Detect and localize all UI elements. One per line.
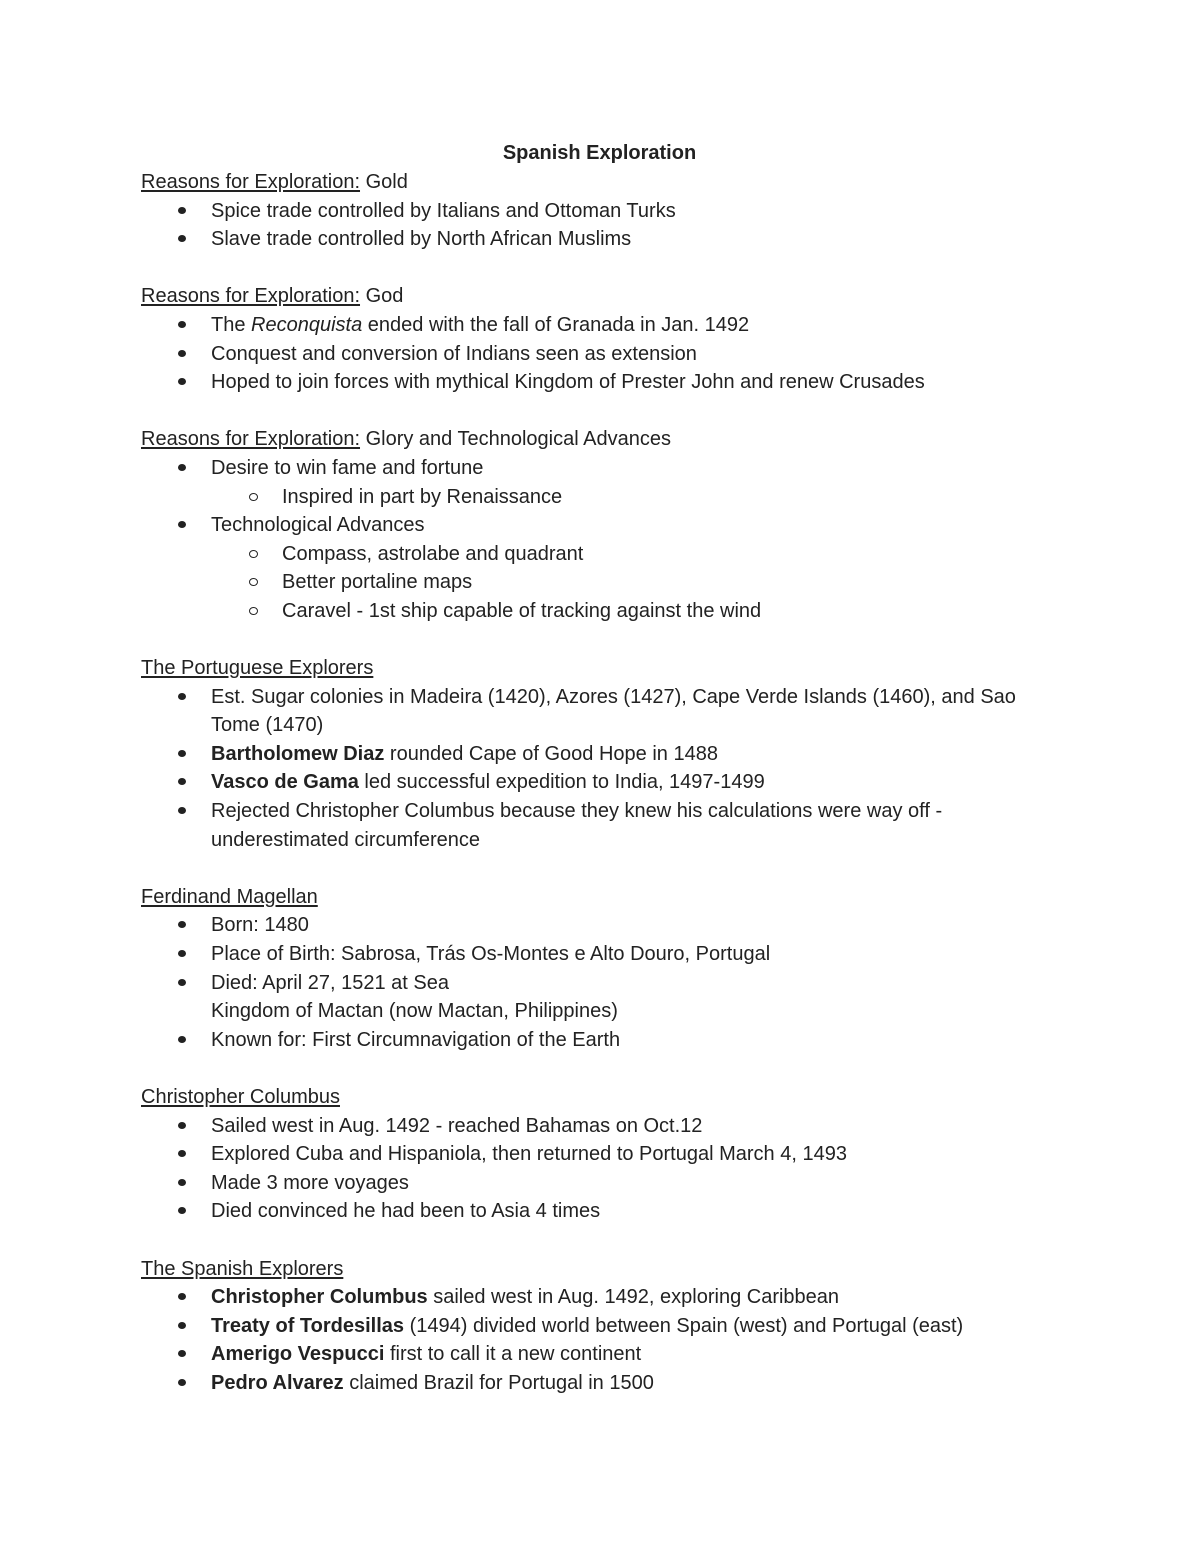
list-item: Born: 1480 [141, 911, 1061, 940]
bullet-list [141, 197, 1061, 254]
list-item: Est. Sugar colonies in Madeira (1420), Azores (1427), Cape Verde Islands (1460), and Sao Tome (1470) [141, 683, 1061, 740]
item-text: claimed Brazil for Portugal in 1500 [343, 1371, 654, 1394]
section-heading [141, 168, 1061, 197]
section-label: The Portuguese Explorers [141, 657, 374, 680]
section-columbus [141, 1083, 1061, 1226]
section-label: Reasons for Exploration: [141, 285, 361, 308]
item-text: Kingdom of Mactan (now Mactan, Philippines) [211, 1000, 618, 1023]
sub-bullet-list [211, 540, 1061, 626]
section-heading [141, 1083, 1061, 1112]
list-item [141, 1369, 1061, 1398]
item-text: ended with the fall of Granada in Jan. 1492 [362, 313, 750, 336]
section-label: The Spanish Explorers [141, 1257, 344, 1280]
section-heading [141, 282, 1061, 311]
list-item [141, 311, 1061, 340]
list-item [141, 768, 1061, 797]
item-text: rounded Cape of Good Hope in 1488 [384, 742, 718, 765]
list-item [141, 1312, 1061, 1341]
list-item [141, 1340, 1061, 1369]
list-item: Sailed west in Aug. 1492 - reached Bahamas on Oct.12 [141, 1112, 1061, 1141]
list-item: Conquest and conversion of Indians seen as extension [141, 340, 1061, 369]
section-glory [141, 425, 1061, 625]
section-god [141, 282, 1061, 396]
section-heading [141, 654, 1061, 683]
item-text: led successful expedition to India, 1497-1499 [358, 771, 765, 794]
sub-list-item: Inspired in part by Renaissance [211, 483, 1061, 512]
section-value: Glory and Technological Advances [360, 428, 671, 451]
list-item: Made 3 more voyages [141, 1169, 1061, 1198]
item-bold: Bartholomew Diaz [211, 742, 385, 765]
sub-list-item: Better portaline maps [211, 568, 1061, 597]
item-bold: Amerigo Vespucci [211, 1343, 385, 1366]
section-heading [141, 883, 1061, 912]
list-item [141, 740, 1061, 769]
section-label: Christopher Columbus [141, 1086, 340, 1108]
list-item [141, 511, 1061, 625]
bullet-list [141, 911, 1061, 1054]
section-label: Reasons for Exploration: [141, 428, 361, 451]
section-heading [141, 425, 1061, 454]
item-text: first to call it a new continent [384, 1343, 642, 1366]
item-bold: Treaty of Tordesillas [211, 1314, 405, 1337]
bullet-list [141, 1112, 1061, 1226]
list-item: Died convinced he had been to Asia 4 times [141, 1197, 1061, 1226]
list-item [141, 454, 1061, 511]
item-text: (1494) divided world between Spain (west) and Portugal (east) [404, 1314, 964, 1337]
item-bold: Pedro Alvarez [211, 1371, 344, 1394]
item-bold: Christopher Columbus [211, 1286, 428, 1309]
section-portuguese-explorers [141, 654, 1061, 854]
item-text: Technological Advances [211, 514, 425, 537]
list-item: Spice trade controlled by Italians and Ottoman Turks [141, 197, 1061, 226]
list-item: Slave trade controlled by North African Muslims [141, 225, 1061, 254]
item-bold: Vasco de Gama [211, 771, 359, 794]
list-item: Place of Birth: Sabrosa, Trás Os-Montes e Alto Douro, Portugal [141, 940, 1061, 969]
sub-bullet-list [211, 483, 1061, 512]
section-value: God [360, 285, 404, 308]
list-item [141, 969, 1061, 1026]
item-text: Died: April 27, 1521 at Sea [211, 971, 449, 994]
section-gold [141, 168, 1061, 254]
bullet-list [141, 454, 1061, 626]
item-text: Desire to win fame and fortune [211, 456, 484, 479]
section-label: Reasons for Exploration: [141, 171, 361, 193]
section-value: Gold [360, 171, 408, 193]
section-magellan [141, 883, 1061, 1055]
section-heading [141, 1255, 1061, 1284]
section-spanish-explorers [141, 1255, 1061, 1398]
section-label: Ferdinand Magellan [141, 885, 318, 908]
item-emphasis: Reconquista [251, 313, 363, 336]
page-title: Spanish Exploration [502, 142, 697, 164]
document-body [141, 138, 1061, 1426]
item-text: The [211, 313, 252, 336]
item-text: sailed west in Aug. 1492, exploring Caribbean [427, 1286, 840, 1309]
list-item: Known for: First Circumnavigation of the Earth [141, 1026, 1061, 1055]
list-item: Hoped to join forces with mythical Kingdom of Prester John and renew Crusades [141, 368, 1061, 397]
bullet-list [141, 683, 1061, 855]
bullet-list [141, 1283, 1061, 1397]
bullet-list [141, 311, 1061, 397]
list-item: Explored Cuba and Hispaniola, then returned to Portugal March 4, 1493 [141, 1140, 1061, 1169]
sub-list-item: Compass, astrolabe and quadrant [211, 540, 1061, 569]
list-item [141, 1283, 1061, 1312]
list-item: Rejected Christopher Columbus because they knew his calculations were way off - underestimated circumference [141, 797, 1061, 854]
sub-list-item: Caravel - 1st ship capable of tracking against the wind [211, 597, 1061, 626]
